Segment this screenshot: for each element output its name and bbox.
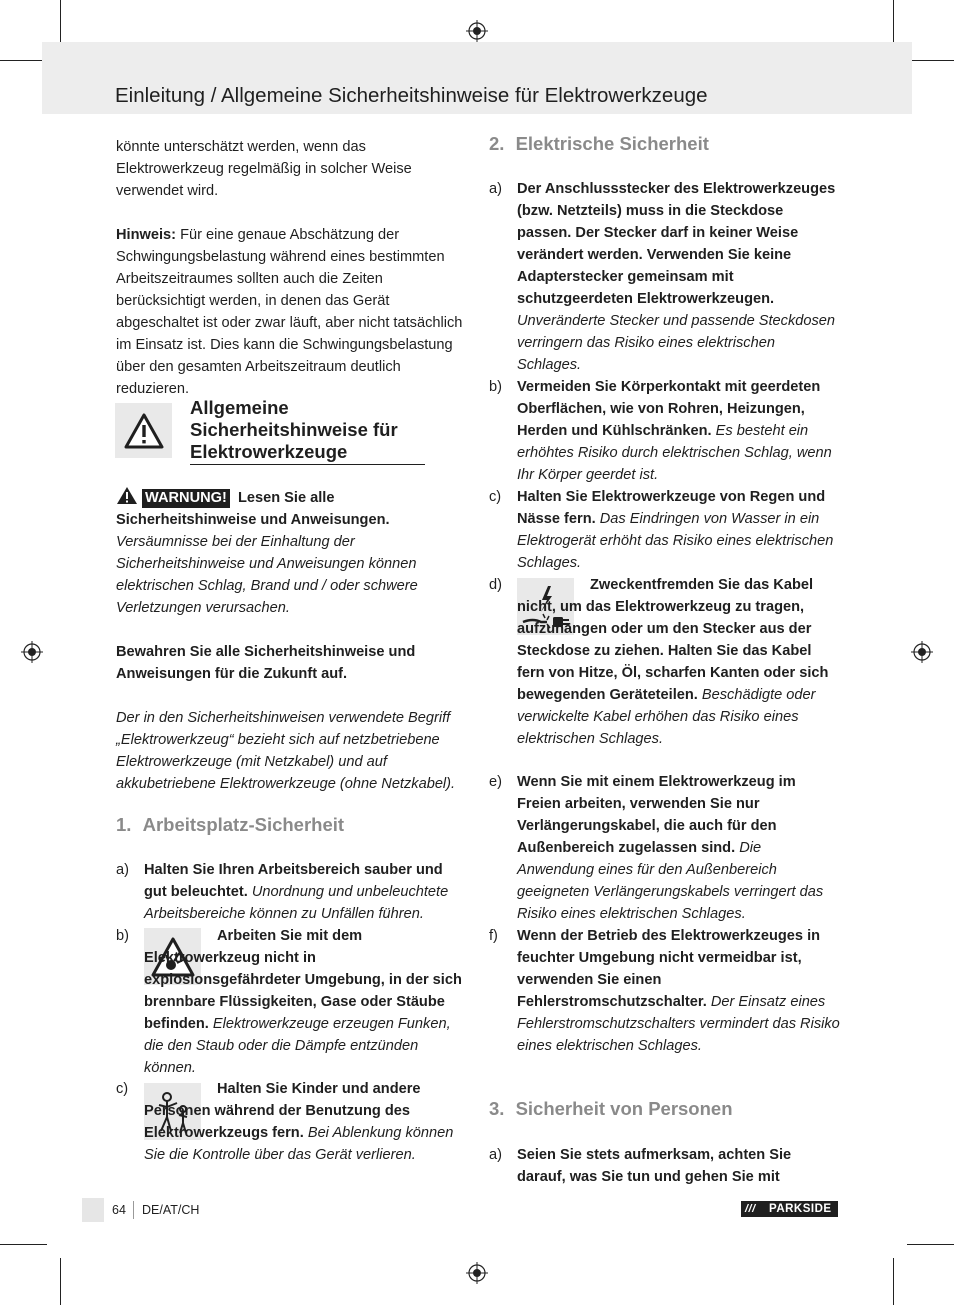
s1-item-c-text xyxy=(144,1078,466,1166)
item-label: a) xyxy=(489,181,502,197)
language-code: DE/AT/CH xyxy=(142,1203,200,1217)
section-1-number: 1. xyxy=(116,814,132,835)
item-italic-text: Elektrowerkzeuge erzeugen Funken, die den Staub oder die Dämpfe entzünden können. xyxy=(144,1016,451,1076)
item-label: e) xyxy=(489,774,502,790)
keep-instructions-paragraph: Bewahren Sie alle Sicherheitshinweise und Anweisungen für die Zukunft auf. xyxy=(116,644,416,682)
registration-mark-icon xyxy=(466,20,488,42)
item-bold-text: Halten Sie Kinder und andere Personen während der Benutzung des Elektrowerkzeugs fern. xyxy=(144,1081,421,1141)
item-label: c) xyxy=(116,1081,129,1097)
item-label: c) xyxy=(489,489,502,505)
item-bold-text: Halten Sie Ihren Arbeitsbereich sauber und gut beleuchtet. xyxy=(144,862,443,900)
warning-triangle-icon xyxy=(124,413,164,449)
crop-mark xyxy=(60,0,61,47)
item-italic-text: Beschädigte oder verwickelte Kabel erhöhen das Risiko eines elektrischen Schlages. xyxy=(517,687,816,747)
item-label: b) xyxy=(116,928,129,944)
s2-item-f xyxy=(489,925,841,1057)
s2-item-c xyxy=(489,486,841,574)
item-label: a) xyxy=(489,1147,502,1163)
brand-name: PARKSIDE xyxy=(769,1203,832,1215)
page-title: Einleitung / Allgemeine Sicherheitshinweise für Elektrowerkzeuge xyxy=(115,84,708,107)
s2-item-d-label xyxy=(489,574,502,596)
section-3-heading xyxy=(489,1098,733,1120)
s2-item-d-text xyxy=(517,574,841,750)
item-label: f) xyxy=(489,928,498,944)
s2-item-e xyxy=(489,771,841,925)
item-label: b) xyxy=(489,379,502,395)
left-column xyxy=(116,136,466,400)
page-number: 64 xyxy=(112,1203,126,1217)
hinweis-paragraph xyxy=(116,224,466,400)
crop-mark xyxy=(907,60,954,61)
section-2-number: 2. xyxy=(489,133,505,154)
item-bold-text: Seien Sie stets aufmerksam, achten Sie darauf, was Sie tun und gehen Sie mit xyxy=(517,1147,792,1185)
warning-triangle-icon xyxy=(116,486,138,505)
item-italic-text: Bei Ablenkung können Sie die Kontrolle über das Gerät verlieren. xyxy=(144,1125,454,1163)
crop-mark xyxy=(60,1258,61,1305)
hinweis-text: Für eine genaue Abschätzung der Schwingungsbelastung während eines bestimmten Arbeitszeitraumes sollten auch die Zeiten berücksichtigt werden, in denen das Gerät abgeschaltet ist oder zwar läuft, aber nicht tatsächlich im Einsatz ist. Dies kann die Schwingungsbelastung über den gesamten Arbeitszeitraum deutlich reduzieren. xyxy=(116,227,463,397)
intro-paragraph: könnte unterschätzt werden, wenn das Elektrowerkzeug regelmäßig in solcher Weise verwendet wird. xyxy=(116,139,412,199)
item-italic-text: Der Einsatz eines Fehlerstromschutzschalters vermindert das Risiko eines elektrischen Schlages. xyxy=(517,994,840,1054)
item-bold-text: Arbeiten Sie mit dem Elektrowerkzeug nicht in explosionsgefährdeter Umgebung, in der sich brennbare Flüssigkeiten, Gase oder Stäube befinden. xyxy=(144,928,462,1032)
s1-item-c-label xyxy=(116,1078,128,1100)
item-label: d) xyxy=(489,577,502,593)
section-2-heading xyxy=(489,133,709,155)
s2-item-b xyxy=(489,376,841,486)
item-bold-text: Der Anschlussstecker des Elektrowerkzeuges (bzw. Netzteils) muss in die Steckdose passen. Der Stecker darf in keiner Weise verändert werden. Verwenden Sie keine Adapterstecker gemeinsam mit schutzgeerdeten Elektrowerkzeugen. xyxy=(517,181,836,307)
item-italic-text: Das Eindringen von Wasser in ein Elektrogerät erhöht das Risiko eines elektrischen Schlages. xyxy=(517,511,834,571)
brand-logo xyxy=(741,1201,838,1217)
section-1-heading xyxy=(116,814,344,836)
item-italic-text: Die Anwendung eines für den Außenbereich geeigneten Verlängerungskabels verringert das Risiko eines elektrischen Schlages. xyxy=(517,840,824,922)
crop-mark xyxy=(893,1258,894,1305)
crop-mark xyxy=(893,0,894,47)
registration-mark-icon xyxy=(21,641,43,663)
brand-stripes: /// xyxy=(745,1203,756,1215)
item-label: a) xyxy=(116,862,129,878)
safety-warning-iconbox xyxy=(115,403,172,458)
s1-item-a xyxy=(116,859,466,925)
warning-bold-text: Lesen Sie alle Sicherheitshinweise und Anweisungen. xyxy=(116,490,390,528)
item-bold-text: Halten Sie Elektrowerkzeuge von Regen und Nässe fern. xyxy=(517,489,826,527)
footer-divider xyxy=(133,1201,134,1219)
section-1-title: Arbeitsplatz-Sicherheit xyxy=(142,814,345,835)
hinweis-label: Hinweis: xyxy=(116,227,177,243)
crop-mark xyxy=(907,1244,954,1245)
crop-mark xyxy=(0,1244,47,1245)
section-2-title: Elektrische Sicherheit xyxy=(515,133,709,154)
crop-mark xyxy=(0,60,47,61)
item-bold-text: Wenn Sie mit einem Elektrowerkzeug im Freien arbeiten, verwenden Sie nur Verlängerungskabel, die auch für den Außenbereich zugelassen sind. xyxy=(517,774,796,856)
section-3-number: 3. xyxy=(489,1098,505,1119)
section-3-title: Sicherheit von Personen xyxy=(515,1098,733,1119)
item-italic-text: Es besteht ein erhöhtes Risiko durch elektrischen Schlag, wenn Ihr Körper geerdet ist. xyxy=(517,423,832,483)
warning-badge: WARNUNG! xyxy=(142,489,230,508)
item-bold-text: Vermeiden Sie Körperkontakt mit geerdeten Oberflächen, wie von Rohren, Heizungen, Herden und Kühlschränken. xyxy=(517,379,821,439)
item-bold-text: Zweckentfremden Sie das Kabel nicht, um das Elektrowerkzeug zu tragen, aufzuhängen oder um den Stecker aus der Steckdose zu ziehen. Halten Sie das Kabel fern von Hitze, Öl, scharfen Kanten oder sich bewegenden Geräteteilen. xyxy=(517,577,829,703)
item-italic-text: Unveränderte Stecker und passende Steckdosen verringern das Risiko eines elektrischen Schlages. xyxy=(517,313,836,373)
s3-item-a xyxy=(489,1144,841,1188)
warning-paragraph-block xyxy=(116,486,466,795)
definition-paragraph: Der in den Sicherheitshinweisen verwendete Begriff „Elektrowerkzeug“ bezieht sich auf netzbetriebene Elektrowerkzeuge (mit Netzkabel) und auf akkubetriebene Elektrowerkzeuge (ohne Netzkabel). xyxy=(116,710,456,792)
s1-item-b-label xyxy=(116,925,129,947)
safety-heading: Allgemeine Sicherheitshinweise für Elektrowerkzeuge xyxy=(190,397,425,465)
registration-mark-icon xyxy=(911,641,933,663)
warning-italic-text: Versäumnisse bei der Einhaltung der Sicherheitshinweise und Anweisungen können elektrischen Schlag, Brand und / oder schwere Verletzungen verursachen. xyxy=(116,534,418,616)
warning-paragraph xyxy=(116,486,466,619)
s1-item-b-text xyxy=(144,925,466,1079)
item-bold-text: Wenn der Betrieb des Elektrowerkzeuges in feuchter Umgebung nicht vermeidbar ist, verwenden Sie einen Fehlerstromschutzschalter. xyxy=(517,928,821,1010)
s2-item-a xyxy=(489,178,841,376)
footer-marker xyxy=(82,1198,104,1222)
registration-mark-icon xyxy=(466,1262,488,1284)
item-italic-text: Unordnung und unbeleuchtete Arbeitsbereiche können zu Unfällen führen. xyxy=(144,884,449,922)
